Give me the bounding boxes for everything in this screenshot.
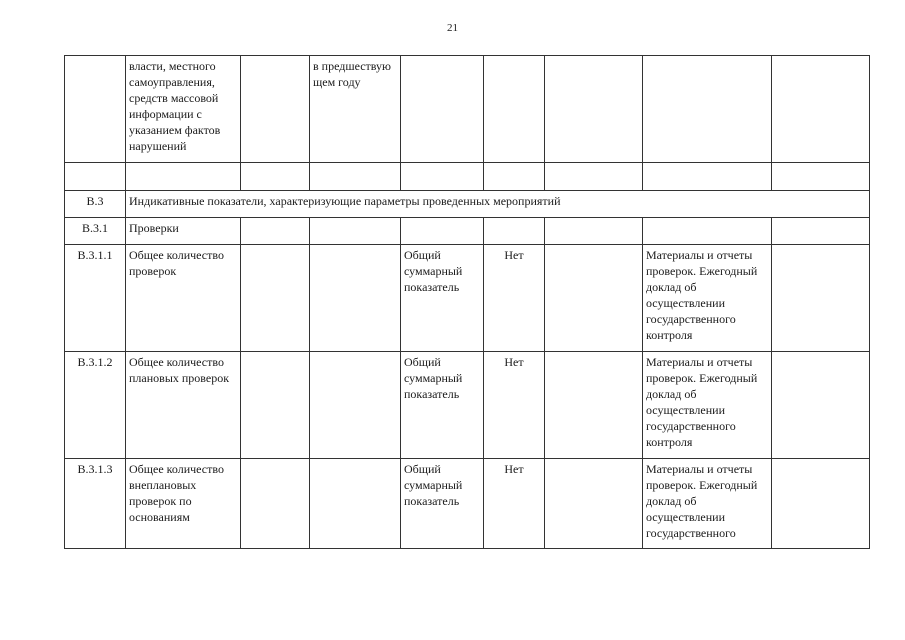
cell-empty (545, 218, 643, 245)
row-source: Материалы и отчеты проверок. Ежегодный доклад об осуществлении государственного (643, 459, 772, 549)
cell-empty (772, 245, 870, 352)
cell-empty (545, 245, 643, 352)
row-calc: Общий суммарный показатель (401, 352, 484, 459)
cell-empty (310, 218, 401, 245)
row-code: В.3.1.2 (65, 352, 126, 459)
cell-empty (545, 459, 643, 549)
cell-empty (772, 352, 870, 459)
cell-calc: в предшествую щем году (310, 56, 401, 163)
row-flag: Нет (484, 352, 545, 459)
cell-empty (310, 163, 401, 191)
row-source: Материалы и отчеты проверок. Ежегодный доклад об осуществлении государственного контроля (643, 245, 772, 352)
cell-empty (545, 56, 643, 163)
table-row (65, 459, 870, 549)
cell-empty (772, 459, 870, 549)
cell-empty (126, 163, 241, 191)
row-flag: Нет (484, 459, 545, 549)
cell-empty (772, 218, 870, 245)
subsection-title: Проверки (126, 218, 241, 245)
subsection-code: В.3.1 (65, 218, 126, 245)
cell-empty (241, 163, 310, 191)
indicators-table (64, 55, 870, 549)
cell-indicator: власти, местного самоуправления, средств массовой информации с указанием фактов нарушений (126, 56, 241, 163)
cell-empty (241, 218, 310, 245)
table-row (65, 352, 870, 459)
row-code: В.3.1.1 (65, 245, 126, 352)
cell-empty (772, 163, 870, 191)
cell-empty (772, 56, 870, 163)
cell-empty (643, 163, 772, 191)
cell-code (65, 56, 126, 163)
row-calc: Общий суммарный показатель (401, 459, 484, 549)
section-code: В.3 (65, 191, 126, 218)
row-indicator: Общее количество плановых проверок (126, 352, 241, 459)
cell-empty (65, 163, 126, 191)
cell-empty (484, 163, 545, 191)
cell-empty (545, 352, 643, 459)
cell-empty (643, 56, 772, 163)
cell-empty (545, 163, 643, 191)
row-source: Материалы и отчеты проверок. Ежегодный доклад об осуществлении государственного контроля (643, 352, 772, 459)
row-indicator: Общее количество внеплановых проверок по основаниям (126, 459, 241, 549)
table-row-continued (65, 56, 870, 163)
subsection-row (65, 218, 870, 245)
row-code: В.3.1.3 (65, 459, 126, 549)
section-title: Индикативные показатели, характеризующие параметры проведенных мероприятий (126, 191, 870, 218)
table-row (65, 245, 870, 352)
cell-empty (241, 245, 310, 352)
cell-empty (484, 56, 545, 163)
cell-empty (401, 163, 484, 191)
row-flag: Нет (484, 245, 545, 352)
cell-empty (241, 56, 310, 163)
row-calc: Общий суммарный показатель (401, 245, 484, 352)
row-indicator: Общее количество проверок (126, 245, 241, 352)
cell-empty (401, 56, 484, 163)
cell-empty (401, 218, 484, 245)
cell-empty (310, 245, 401, 352)
cell-empty (643, 218, 772, 245)
cell-empty (241, 459, 310, 549)
section-row (65, 191, 870, 218)
page-number: 21 (447, 22, 458, 34)
cell-empty (310, 459, 401, 549)
table-row-empty (65, 163, 870, 191)
cell-empty (484, 218, 545, 245)
cell-empty (241, 352, 310, 459)
cell-empty (310, 352, 401, 459)
